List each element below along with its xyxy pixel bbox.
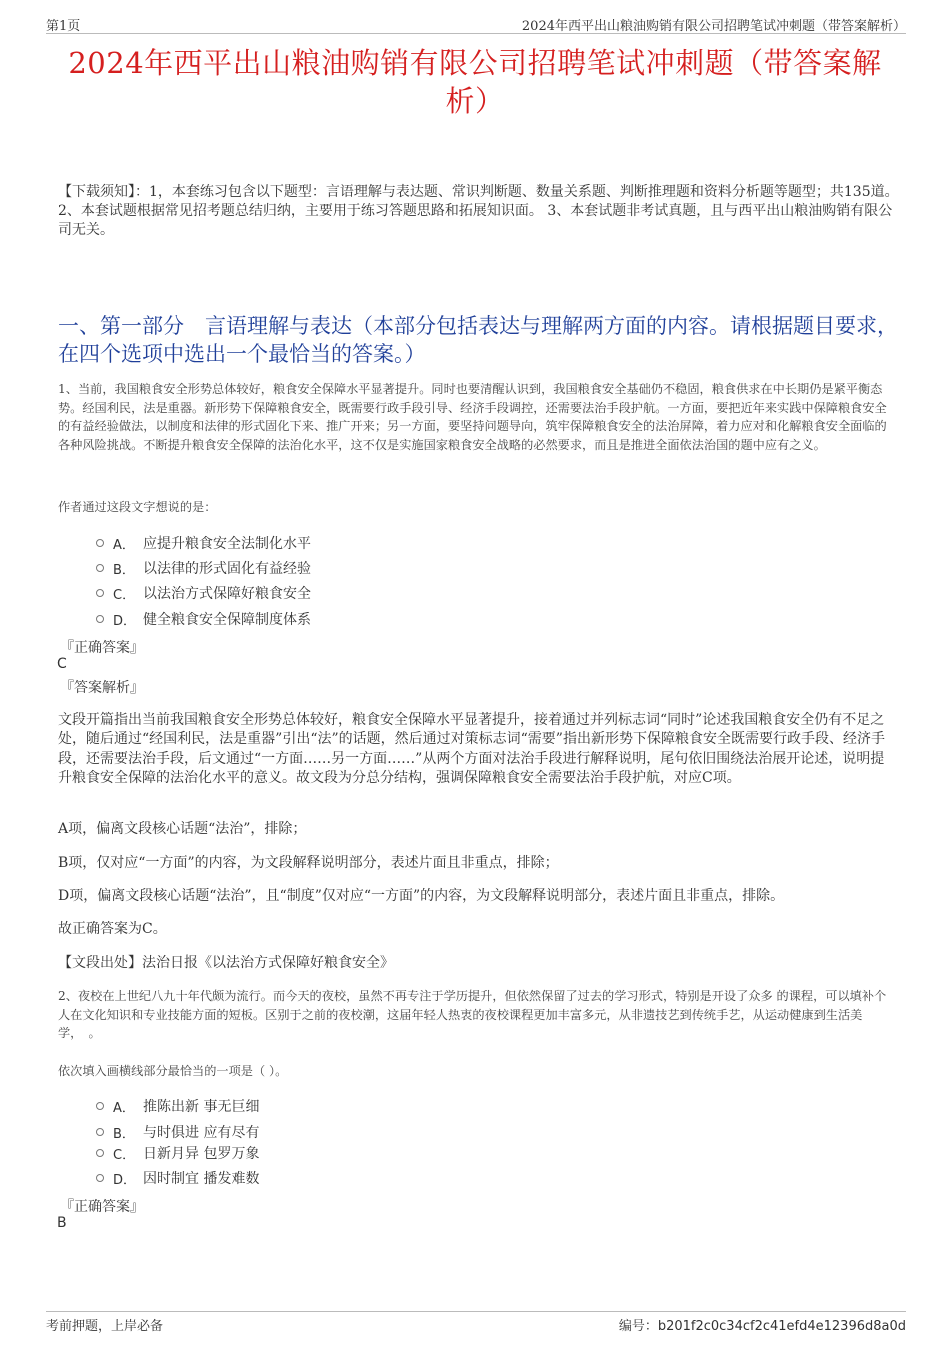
q1-option-a[interactable] <box>96 533 311 553</box>
option-text: 与时俱进 应有尽有 <box>143 1125 260 1141</box>
footer-code <box>619 1315 906 1334</box>
code-label: 编号： <box>618 1319 658 1334</box>
option-letter: D． <box>113 613 137 629</box>
option-letter: A． <box>113 537 135 553</box>
q1-answer: C <box>57 656 67 672</box>
q1-conclusion: 故正确答案为C。 <box>58 921 167 937</box>
option-text: 以法律的形式固化有益经验 <box>143 561 311 577</box>
radio-icon[interactable] <box>96 564 104 572</box>
option-text: 因时制宜 播发难数 <box>143 1171 260 1187</box>
radio-icon[interactable] <box>96 589 104 597</box>
page-number: 第1页 <box>46 19 81 34</box>
option-text: 日新月异 包罗万象 <box>143 1146 260 1162</box>
download-notice: 【下载须知】：1，本套练习包含以下题型：言语理解与表达题、常识判断题、数量关系题、判断推理题和资料分析题等题型；共135道。 2、本套试题根据常见招考题总结归纳，主要用于练习答题思路和拓展知识面。 3、本套试题非考试真题，且与西平出山粮油购销有限公司无关。 <box>58 184 899 238</box>
option-text: 推陈出新 事无巨细 <box>143 1099 260 1115</box>
option-letter: C． <box>113 1147 136 1163</box>
radio-icon[interactable] <box>96 1102 104 1110</box>
option-letter: A． <box>113 1100 135 1116</box>
radio-icon[interactable] <box>96 615 104 623</box>
q1-analysis-a: A项，偏离文段核心话题“法治”，排除； <box>58 821 307 837</box>
q2-option-a[interactable] <box>96 1096 259 1116</box>
q2-option-b[interactable] <box>96 1122 259 1142</box>
question-1-stem: 1、当前，我国粮食安全形势总体较好，粮食安全保障水平显著提升。同时也要清醒认识到，我国粮食安全基础仍不稳固，粮食供求在中长期仍是紧平衡态势。经国利民，法是重器。新形势下保障粮食安全，既需要行政手段引导、经济手段调控，还需要法治手段护航。一方面，要把近年来实践中保障粮食安全的有益经验做法，以制度和法律的形式固化下来、推广开来；另一方面，要坚持问题导向，筑牢保障粮食安全的法治屏障，着力应对和化解粮食安全面临的各种风险挑战。不断提升粮食安全保障的法治化水平，这不仅是实施国家粮食安全战略的必然要求，而且是推进全面依法治国的题中应有之义。 <box>58 382 887 452</box>
q1-option-d[interactable] <box>96 609 311 629</box>
radio-icon[interactable] <box>96 539 104 547</box>
radio-icon[interactable] <box>96 1128 104 1136</box>
option-letter: B． <box>113 1126 135 1142</box>
option-text: 健全粮食安全保障制度体系 <box>143 612 311 628</box>
q1-analysis: 文段开篇指出当前我国粮食安全形势总体较好，粮食安全保障水平显著提升，接着通过并列标志词“同时”论述我国粮食安全仍有不足之处，随后通过“经国利民，法是重器”引出“法”的话题，然后通过对策标志词“需要”指出新形势下保障粮食安全既需要行政手段、经济手段，还需要法治手段，后文通过“一方面……另一方面……”从两个方面对法治手段进行解释说明，尾句依旧围绕法治展开论述，说明提升粮食安全保障的法治化水平的意义。故文段为分总分结构，强调保障粮食安全需要法治手段护航，对应C项。 <box>58 712 885 786</box>
q1-analysis-label: 『答案解析』 <box>60 680 144 696</box>
q1-source: 【文段出处】法治日报《以法治方式保障好粮食安全》 <box>58 955 394 971</box>
radio-icon[interactable] <box>96 1174 104 1182</box>
header-divider <box>46 33 906 34</box>
q2-answer: B <box>57 1215 67 1231</box>
q1-answer-label: 『正确答案』 <box>60 640 144 656</box>
option-text: 应提升粮食安全法制化水平 <box>143 536 311 552</box>
radio-icon[interactable] <box>96 1149 104 1157</box>
option-text: 以法治方式保障好粮食安全 <box>143 586 311 602</box>
q1-analysis-b: B项，仅对应“一方面”的内容，为文段解释说明部分，表述片面且非重点，排除； <box>58 855 559 871</box>
q1-option-c[interactable] <box>96 583 311 603</box>
document-title: 2024年西平出山粮油购销有限公司招聘笔试冲刺题（带答案解析） <box>68 46 882 118</box>
header-doc-title: 2024年西平出山粮油购销有限公司招聘笔试冲刺题（带答案解析） <box>521 19 906 34</box>
q1-option-b[interactable] <box>96 558 311 578</box>
section-heading: 一、第一部分 言语理解与表达（本部分包括表达与理解两方面的内容。请根据题目要求，在四个选项中选出一个最恰当的答案。） <box>58 314 898 366</box>
footer-slogan: 考前押题，上岸必备 <box>46 1319 164 1334</box>
question-2-prompt: 依次填入画横线部分最恰当的一项是（ ）。 <box>58 1064 288 1078</box>
option-letter: D． <box>113 1172 137 1188</box>
option-letter: B． <box>113 562 135 578</box>
option-letter: C． <box>113 587 136 603</box>
question-1-prompt: 作者通过这段文字想说的是： <box>58 500 217 514</box>
q2-option-d[interactable] <box>96 1168 259 1188</box>
q2-answer-label: 『正确答案』 <box>60 1199 144 1215</box>
code-value: b201f2c0c34cf2c41efd4e12396d8a0d <box>657 1319 906 1334</box>
footer-divider <box>46 1311 906 1312</box>
question-2-stem: 2、夜校在上世纪八九十年代颇为流行。而今天的夜校，虽然不再专注于学历提升，但依然保留了过去的学习形式，特别是开设了众多 的课程，可以填补个人在文化知识和专业技能方面的短板。区别于之前的夜校潮，这届年轻人热衷的夜校课程更加丰富多元，从非遗技艺到传统手艺，从运动健康到生活美学， 。 <box>58 989 887 1041</box>
q1-analysis-d: D项，偏离文段核心话题“法治”，且“制度”仅对应“一方面”的内容，为文段解释说明部分，表述片面且非重点，排除。 <box>58 888 785 904</box>
q2-option-c[interactable] <box>96 1143 259 1163</box>
